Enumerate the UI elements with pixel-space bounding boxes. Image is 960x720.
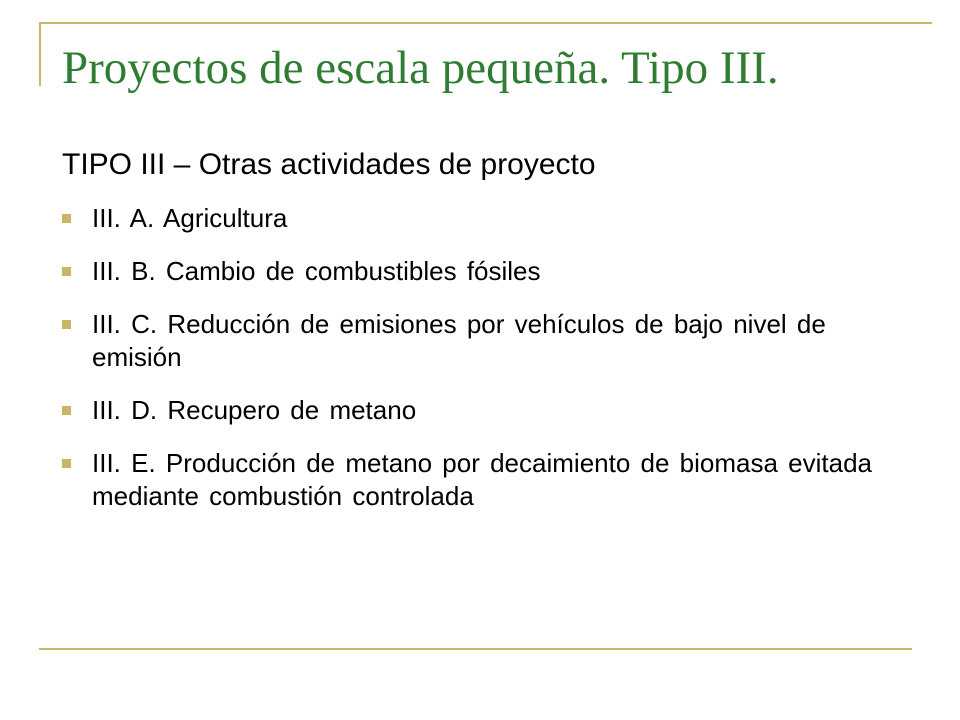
bullet-text: III. A. Agricultura [92, 203, 288, 233]
square-bullet-icon [62, 320, 71, 329]
bullet-text: III. E. Producción de metano por decaimiento de biomasa evitada mediante combustión controlada [92, 448, 872, 511]
bullet-text: III. D. Recupero de metano [92, 395, 417, 425]
bullet-text: III. C. Reducción de emisiones por vehículos de bajo nivel de emisión [92, 309, 826, 372]
list-item [62, 394, 912, 427]
bottom-rule-divider [39, 648, 912, 650]
list-item [62, 447, 912, 513]
list-item [62, 308, 912, 374]
slide-title: Proyectos de escala pequeña. Tipo III. [62, 42, 779, 94]
top-rule-divider [39, 22, 932, 24]
square-bullet-icon [62, 459, 71, 468]
slide-subtitle: TIPO III – Otras actividades de proyecto [62, 148, 596, 181]
list-item [62, 255, 912, 288]
square-bullet-icon [62, 214, 71, 223]
square-bullet-icon [62, 406, 71, 415]
bullet-list [62, 202, 912, 513]
left-rule-divider [39, 22, 41, 86]
list-item [62, 202, 912, 235]
square-bullet-icon [62, 267, 71, 276]
bullet-text: III. B. Cambio de combustibles fósiles [92, 256, 541, 286]
